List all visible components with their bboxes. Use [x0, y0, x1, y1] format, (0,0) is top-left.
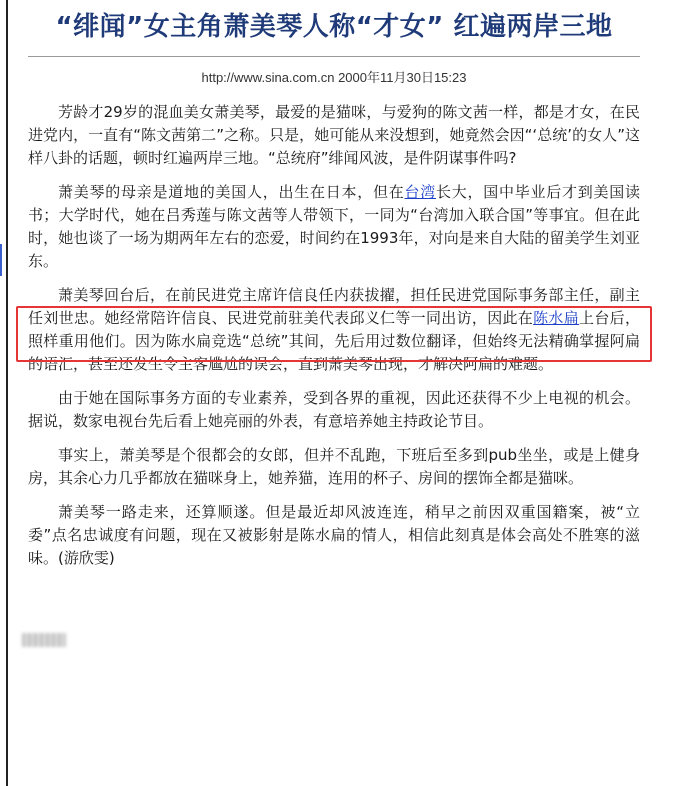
paragraph-3-text-b: 上台后，照样重用他们。因为陈水扁竞选“总统”其间，先后用过数位翻译，但始终无法精确掌握阿扁的语汇，甚至还发生令主客尴尬的误会，直到萧美琴出现，才解决阿扁的难题。 [28, 309, 640, 373]
edge-scroll-mark [0, 244, 6, 276]
source-url: http://www.sina.com.cn [201, 70, 335, 85]
title-divider [28, 56, 640, 57]
paragraph-3 [28, 284, 640, 376]
link-taiwan[interactable]: 台湾 [404, 183, 436, 201]
paragraph-2-text-b: 长大，国中毕业后才到美国读书；大学时代，她在吕秀莲与陈文茜等人带领下，一同为“台湾加入联合国”等事宜。但在此时，她也谈了一场为期两年左右的恋爱，时间约在1993年，对向是来自大陆的留美学生刘亚东。 [28, 183, 640, 270]
paragraph-2 [28, 181, 640, 273]
paragraph-1: 芳龄才29岁的混血美女萧美琴，最爱的是猫咪，与爱狗的陈文茜一样，都是才女，在民进党内，一直有“陈文茜第二”之称。只是，她可能从来没想到，她竟然会因“‘总统’的女人”这样八卦的话题，顿时红遍两岸三地。“总统府”绯闻风波，是件阴谋事件吗? [28, 103, 640, 167]
publish-date: 2000年11月30日15:23 [338, 70, 467, 85]
link-chen-shui-bian[interactable]: 陈水扁 [533, 309, 580, 327]
page-left-border [6, 0, 8, 786]
paragraph-2-text-a: 萧美琴的母亲是道地的美国人，出生在日本，但在 [58, 183, 405, 201]
article [28, 0, 640, 570]
article-meta [28, 69, 640, 87]
redaction-blur [22, 633, 66, 647]
article-title: “绯闻”女主角萧美琴人称“才女” 红遍两岸三地 [55, 12, 613, 42]
paragraph-4: 由于她在国际事务方面的专业素养，受到各界的重视，因此还获得不少上电视的机会。据说，数家电视台先后看上她亮丽的外表，有意培养她主持政论节目。 [28, 389, 640, 430]
paragraph-6: 萧美琴一路走来，还算顺遂。但是最近却风波连连，稍早之前因双重国籍案，被“立委”点名忠诚度有问题，现在又被影射是陈水扁的情人，相信此刻真是体会高处不胜寒的滋味。(游欣雯) [28, 503, 640, 567]
paragraph-3-text-a: 萧美琴回台后，在前民进党主席许信良任内获拔擢，担任民进党国际事务部主任，副主任刘世忠。她经常陪许信良、民进党前驻美代表邱义仁等一同出访，因此在 [28, 286, 640, 327]
paragraph-5: 事实上，萧美琴是个很都会的女郎，但并不乱跑，下班后至多到pub坐坐，或是上健身房，其余心力几乎都放在猫咪身上，她养猫，连用的杯子、房间的摆饰全都是猫咪。 [28, 446, 640, 487]
